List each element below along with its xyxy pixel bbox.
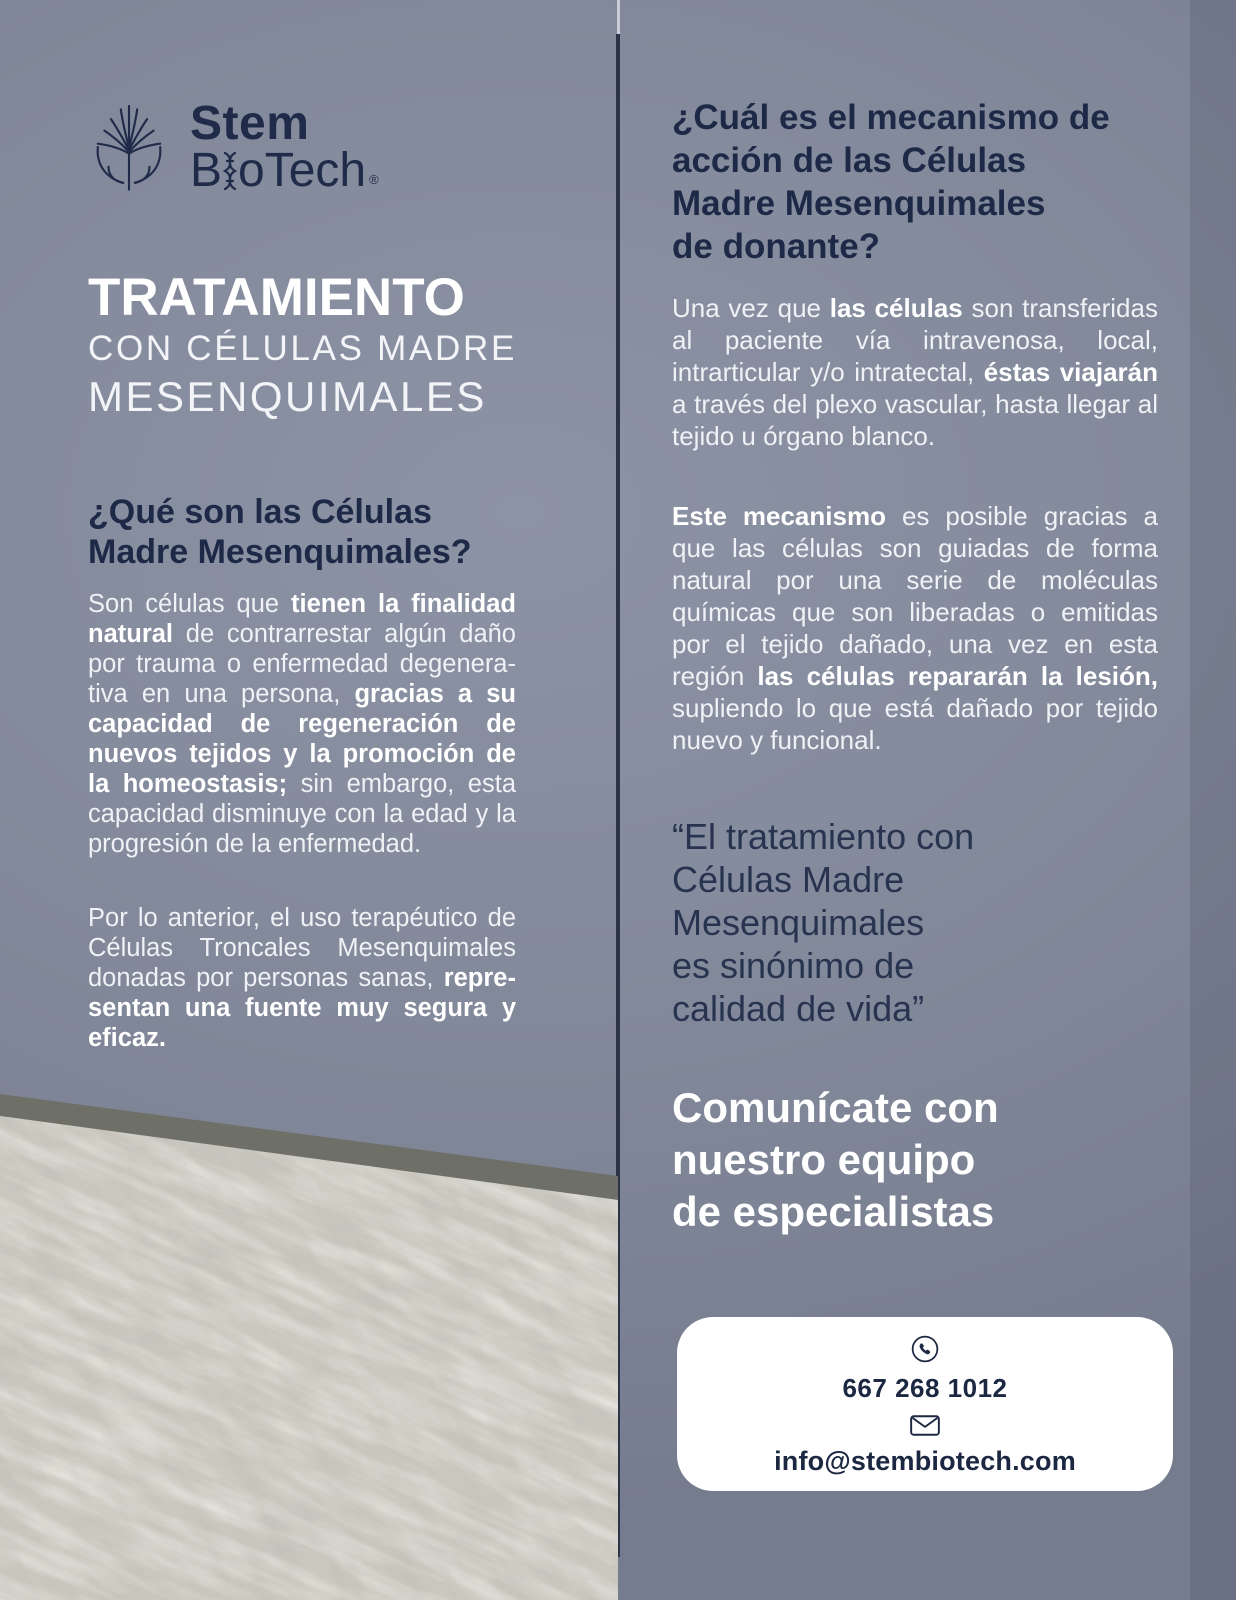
email-address[interactable]: info@stembiotech.com: [774, 1445, 1076, 1476]
envelope-icon: [910, 1415, 940, 1441]
section-heading-que-son: ¿Qué son las Células Madre Mesenquimales?: [88, 493, 472, 571]
phone-circle-icon: [911, 1335, 939, 1368]
left-paragraph-1: Son células que tienen la finalidad natural de contrarrestar algún daño por trauma o enfermedad degenerativa en una persona, gracias a su capacidad de regeneración de nuevos tejidos y la promoción de la homeostasis; sin embargo, esta capacidad disminuye con la edad y la progresión de la enfermedad.: [88, 590, 516, 858]
section-heading-mecanismo: ¿Cuál es el mecanismo de acción de las Células Madre Mesenquimales de donante?: [672, 98, 1110, 266]
cta-heading: Comunícate con nuestro equipo de especialistas: [672, 1084, 999, 1235]
contact-card: [677, 1317, 1173, 1491]
right-paragraph-2: Este mecanismo es posible gracias a que las células son guiadas de forma natural por una serie de moléculas químicas que son liberadas o emitidas por el tejido dañado, una vez en esta región las células repararán la lesión, supliendo lo que está dañado por tejido nuevo y funcional.: [672, 501, 1158, 755]
pull-quote: “El tratamiento con Células Madre Mesenquimales es sinónimo de calidad de vida”: [672, 816, 975, 1029]
title-line-con-celulas: CON CÉLULAS MADRE: [88, 329, 518, 368]
logo-word-stem: Stem: [190, 97, 310, 150]
logo-wordmark: [190, 97, 379, 203]
column-divider-top-light: [617, 0, 620, 34]
main-title: [88, 270, 528, 422]
registered-trademark: ®: [369, 172, 379, 187]
right-edge-shadow-strip: [1190, 0, 1236, 1600]
cell-photo-region: [0, 1088, 618, 1600]
left-paragraph-2: Por lo anterior, el uso terapéutico de Células Troncales Mesenquimales donadas por personas sanas, representan una fuente muy segura y eficaz.: [88, 904, 516, 1052]
phone-number[interactable]: 667 268 1012: [842, 1372, 1008, 1403]
stembiotech-logo: [88, 97, 379, 203]
right-paragraph-1: Una vez que las células son transferidas al paciente vía intravenosa, local, intrarticular y/o intratectal, éstas viajarán a través del plexo vascular, hasta llegar al tejido u órgano blanco.: [672, 293, 1159, 451]
dna-helix-icon: [223, 151, 237, 199]
title-line-mesenquimales: MESENQUIMALES: [88, 373, 487, 420]
title-line-tratamiento: TRATAMIENTO: [88, 268, 465, 327]
logo-word-biotech: B oTech ®: [190, 144, 379, 197]
tree-icon: [88, 100, 170, 199]
